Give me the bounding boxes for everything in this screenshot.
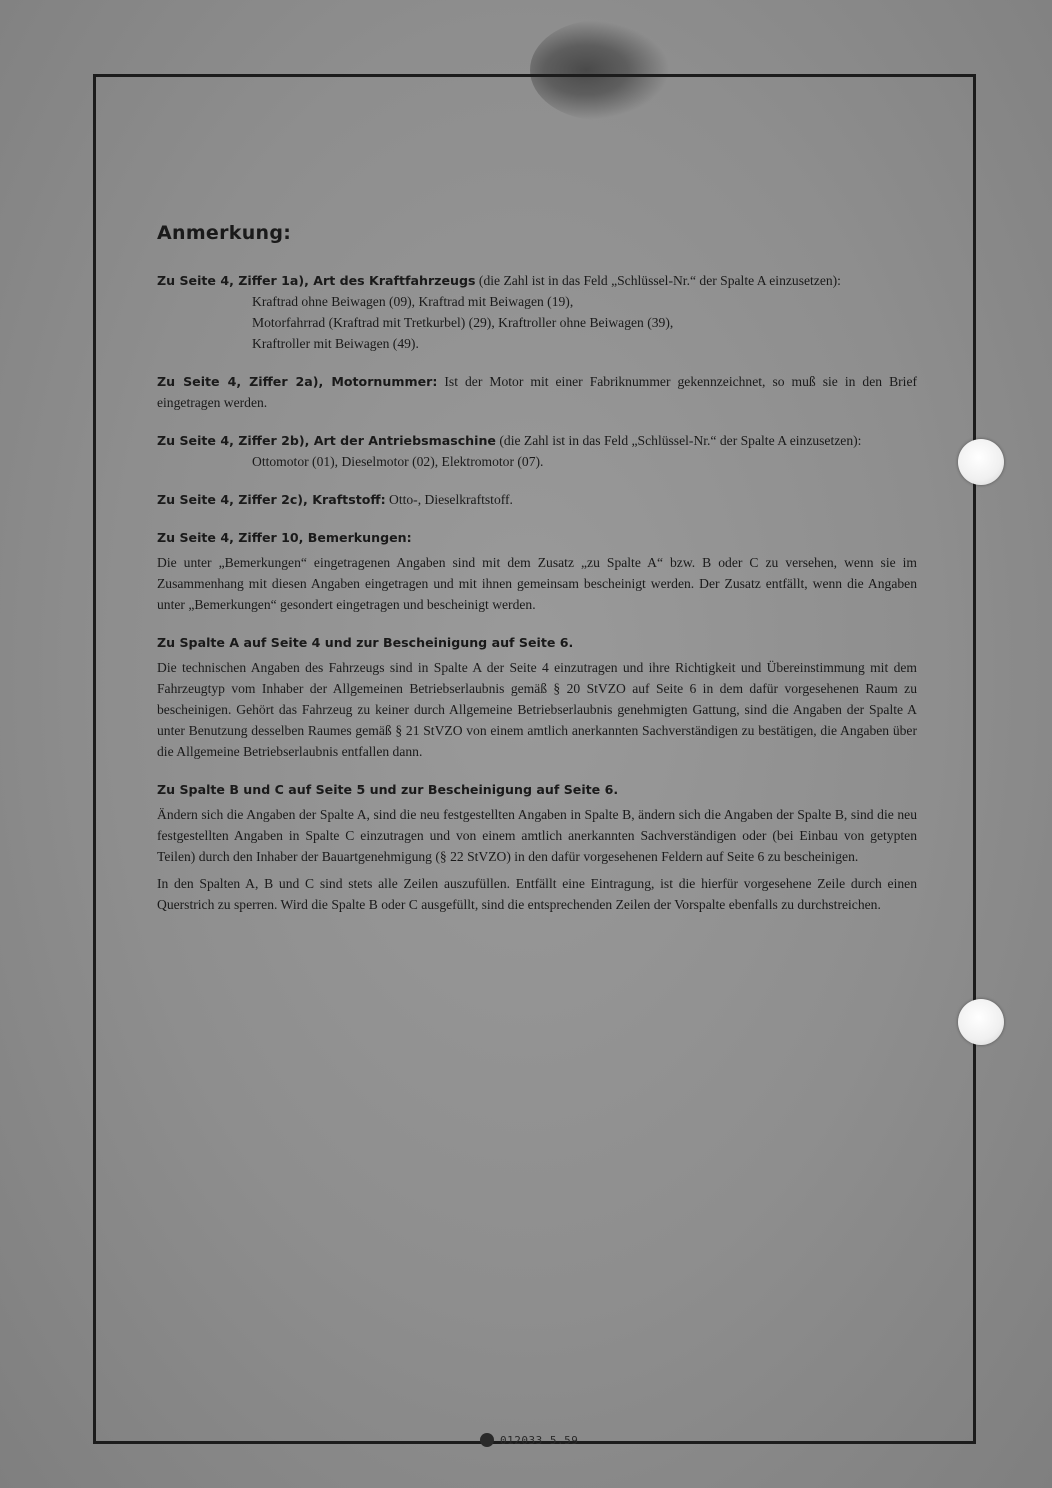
note-paragraph: Die technischen Angaben des Fahrzeugs sind in Spalte A der Seite 4 einzutragen und ihre Richtigkeit und Übereinstimmung mit dem Fahrzeugtyp vom Inhaber der Allgemeinen Betriebserlaubnis gemäß § 20 StVZO auf Seite 6 in dem dafür vorgesehenen Raum zu bescheinigen. Gehört das Fahrzeug zu keiner durch Allgemeine Betriebserlaubnis genehmigten Gattung, sind die Angaben der Spalte A unter Benutzung desselben Raumes gemäß § 21 StVZO von einem amtlich anerkannten Sachverständigen zu bestätigen, die Angaben über die Allgemeine Betriebserlaubnis entfallen dann. bbox=[157, 660, 917, 759]
note-lead: Zu Seite 4, Ziffer 2c), Kraftstoff: bbox=[157, 492, 386, 507]
punch-hole-top bbox=[958, 439, 1004, 485]
note-ziffer-10 bbox=[157, 527, 917, 615]
notes-content bbox=[157, 222, 917, 932]
note-text: (die Zahl ist in das Feld „Schlüssel-Nr.“ der Spalte A einzusetzen): bbox=[475, 273, 841, 288]
note-paragraph bbox=[157, 430, 917, 451]
note-text: Otto-, Dieselkraftstoff. bbox=[385, 492, 513, 507]
form-number: 012033 5.59 bbox=[500, 1433, 579, 1447]
code-line: Kraftroller mit Beiwagen (49). bbox=[252, 336, 419, 351]
note-spalte-b-c bbox=[157, 779, 917, 915]
note-paragraph bbox=[157, 371, 917, 413]
note-paragraph: Ändern sich die Angaben der Spalte A, sind die neu festgestellten Angaben in Spalte B, ändern sich die Angaben der Spalte B, sind die neu festgestellten Angaben in Spalte C einzutragen und von einem amtlich anerkannten Sachverständigen oder (bei Einbau von getypten Teilen) durch den Inhaber der Bauartgenehmigung (§ 22 StVZO) in den dafür vorgesehenen Feldern auf Seite 6 zu bescheinigen. bbox=[157, 807, 917, 864]
note-ziffer-2c bbox=[157, 489, 917, 510]
note-lead: Zu Seite 4, Ziffer 1a), Art des Kraftfahrzeugs bbox=[157, 273, 476, 288]
note-ziffer-2a bbox=[157, 371, 917, 413]
note-paragraph bbox=[157, 489, 917, 510]
note-spalte-a bbox=[157, 632, 917, 762]
note-ziffer-1a bbox=[157, 270, 917, 354]
code-line: Motorfahrrad (Kraftrad mit Tretkurbel) (29), Kraftroller ohne Beiwagen (39), bbox=[252, 315, 674, 330]
note-text: Ist der Motor mit einer Fabriknummer gekennzeichnet, so muß sie in den Brief eingetragen werden. bbox=[157, 374, 917, 410]
note-text: (die Zahl ist in das Feld „Schlüssel-Nr.“ der Spalte A einzusetzen): bbox=[495, 433, 862, 448]
code-line: Ottomotor (01), Dieselmotor (02), Elektromotor (07). bbox=[252, 454, 544, 469]
note-ziffer-2b bbox=[157, 430, 917, 472]
note-lead: Zu Seite 4, Ziffer 2b), Art der Antriebsmaschine bbox=[157, 433, 496, 448]
note-title: Zu Spalte B und C auf Seite 5 und zur Bescheinigung auf Seite 6. bbox=[157, 782, 619, 797]
note-paragraph bbox=[157, 270, 917, 291]
note-paragraph: In den Spalten A, B und C sind stets alle Zeilen auszufüllen. Entfällt eine Eintragung, ist die hierfür vorgesehene Zeile durch einen Querstrich zu sperren. Wird die Spalte B oder C ausgefüllt, sind die entsprechenden Zeilen der Vorspalte ebenfalls zu durchstreichen. bbox=[157, 876, 917, 912]
note-lead: Zu Seite 4, Ziffer 2a), Motornummer: bbox=[157, 374, 438, 389]
note-title: Zu Seite 4, Ziffer 10, Bemerkungen: bbox=[157, 530, 412, 545]
note-title: Zu Spalte A auf Seite 4 und zur Bescheinigung auf Seite 6. bbox=[157, 635, 574, 650]
code-line: Kraftrad ohne Beiwagen (09), Kraftrad mit Beiwagen (19), bbox=[252, 294, 574, 309]
note-paragraph: Die unter „Bemerkungen“ eingetragenen Angaben sind mit dem Zusatz „zu Spalte A“ bzw. B oder C zu versehen, wenn sie im Zusammenhang mit diesen Angaben eingetragen und mit ihnen gemeinsam bescheinigt werden. Der Zusatz entfällt, wenn die Angaben unter „Bemerkungen“ gesondert eingetragen und bescheinigt werden. bbox=[157, 555, 917, 612]
punch-hole-bottom bbox=[958, 999, 1004, 1045]
form-number-footer bbox=[480, 1433, 578, 1447]
printer-seal-icon bbox=[480, 1433, 494, 1447]
page-title: Anmerkung: bbox=[157, 222, 292, 244]
